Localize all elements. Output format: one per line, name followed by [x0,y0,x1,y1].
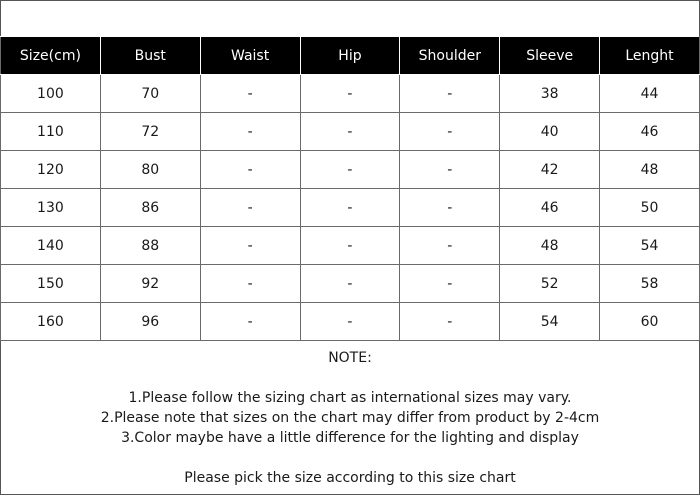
table-row [1,227,700,265]
header-sleeve: Sleeve [500,37,600,75]
cell-length: 54 [600,227,700,265]
notes-spacer [0,368,700,388]
cell-size: 110 [1,113,101,151]
table-row [1,265,700,303]
cell-waist: - [200,303,300,341]
note-item: 1.Please follow the sizing chart as international sizes may vary. [128,390,572,406]
cell-sleeve: 54 [500,303,600,341]
cell-shoulder: - [400,227,500,265]
header-hip: Hip [300,37,400,75]
notes-spacer [0,448,700,468]
cell-length: 58 [600,265,700,303]
cell-shoulder: - [400,189,500,227]
cell-hip: - [300,227,400,265]
cell-waist: - [200,189,300,227]
table-row [1,151,700,189]
cell-shoulder: - [400,151,500,189]
header-shoulder: Shoulder [400,37,500,75]
cell-waist: - [200,265,300,303]
cell-sleeve: 48 [500,227,600,265]
table-row [1,303,700,341]
cell-sleeve: 38 [500,75,600,113]
cell-length: 50 [600,189,700,227]
note-item: 2.Please note that sizes on the chart may differ from product by 2-4cm [100,410,600,426]
cell-size: 100 [1,75,101,113]
cell-size: 150 [1,265,101,303]
cell-bust: 70 [100,75,200,113]
note-item: 3.Color maybe have a little difference for the lighting and display [121,430,579,446]
cell-length: 44 [600,75,700,113]
header-size: Size(cm) [1,37,101,75]
table-header-row [1,37,700,75]
table-row [1,189,700,227]
header-bust: Bust [100,37,200,75]
cell-bust: 92 [100,265,200,303]
cell-length: 60 [600,303,700,341]
size-chart-table [0,36,700,341]
cell-hip: - [300,189,400,227]
table-row [1,113,700,151]
cell-shoulder: - [400,265,500,303]
cell-bust: 86 [100,189,200,227]
cell-size: 160 [1,303,101,341]
cell-length: 48 [600,151,700,189]
notes-section [0,348,700,488]
cell-sleeve: 42 [500,151,600,189]
cell-waist: - [200,227,300,265]
cell-waist: - [200,113,300,151]
cell-hip: - [300,303,400,341]
cell-size: 140 [1,227,101,265]
cell-bust: 96 [100,303,200,341]
cell-hip: - [300,113,400,151]
notes-title: NOTE: [328,350,372,366]
cell-bust: 88 [100,227,200,265]
cell-shoulder: - [400,113,500,151]
cell-sleeve: 46 [500,189,600,227]
cell-hip: - [300,265,400,303]
cell-waist: - [200,151,300,189]
cell-length: 46 [600,113,700,151]
header-waist: Waist [200,37,300,75]
header-length: Lenght [600,37,700,75]
cell-bust: 80 [100,151,200,189]
cell-sleeve: 40 [500,113,600,151]
cell-bust: 72 [100,113,200,151]
cell-sleeve: 52 [500,265,600,303]
cell-hip: - [300,151,400,189]
cell-shoulder: - [400,75,500,113]
cell-waist: - [200,75,300,113]
cell-size: 130 [1,189,101,227]
notes-footer: Please pick the size according to this size chart [184,470,516,486]
cell-hip: - [300,75,400,113]
cell-size: 120 [1,151,101,189]
table-row [1,75,700,113]
cell-shoulder: - [400,303,500,341]
